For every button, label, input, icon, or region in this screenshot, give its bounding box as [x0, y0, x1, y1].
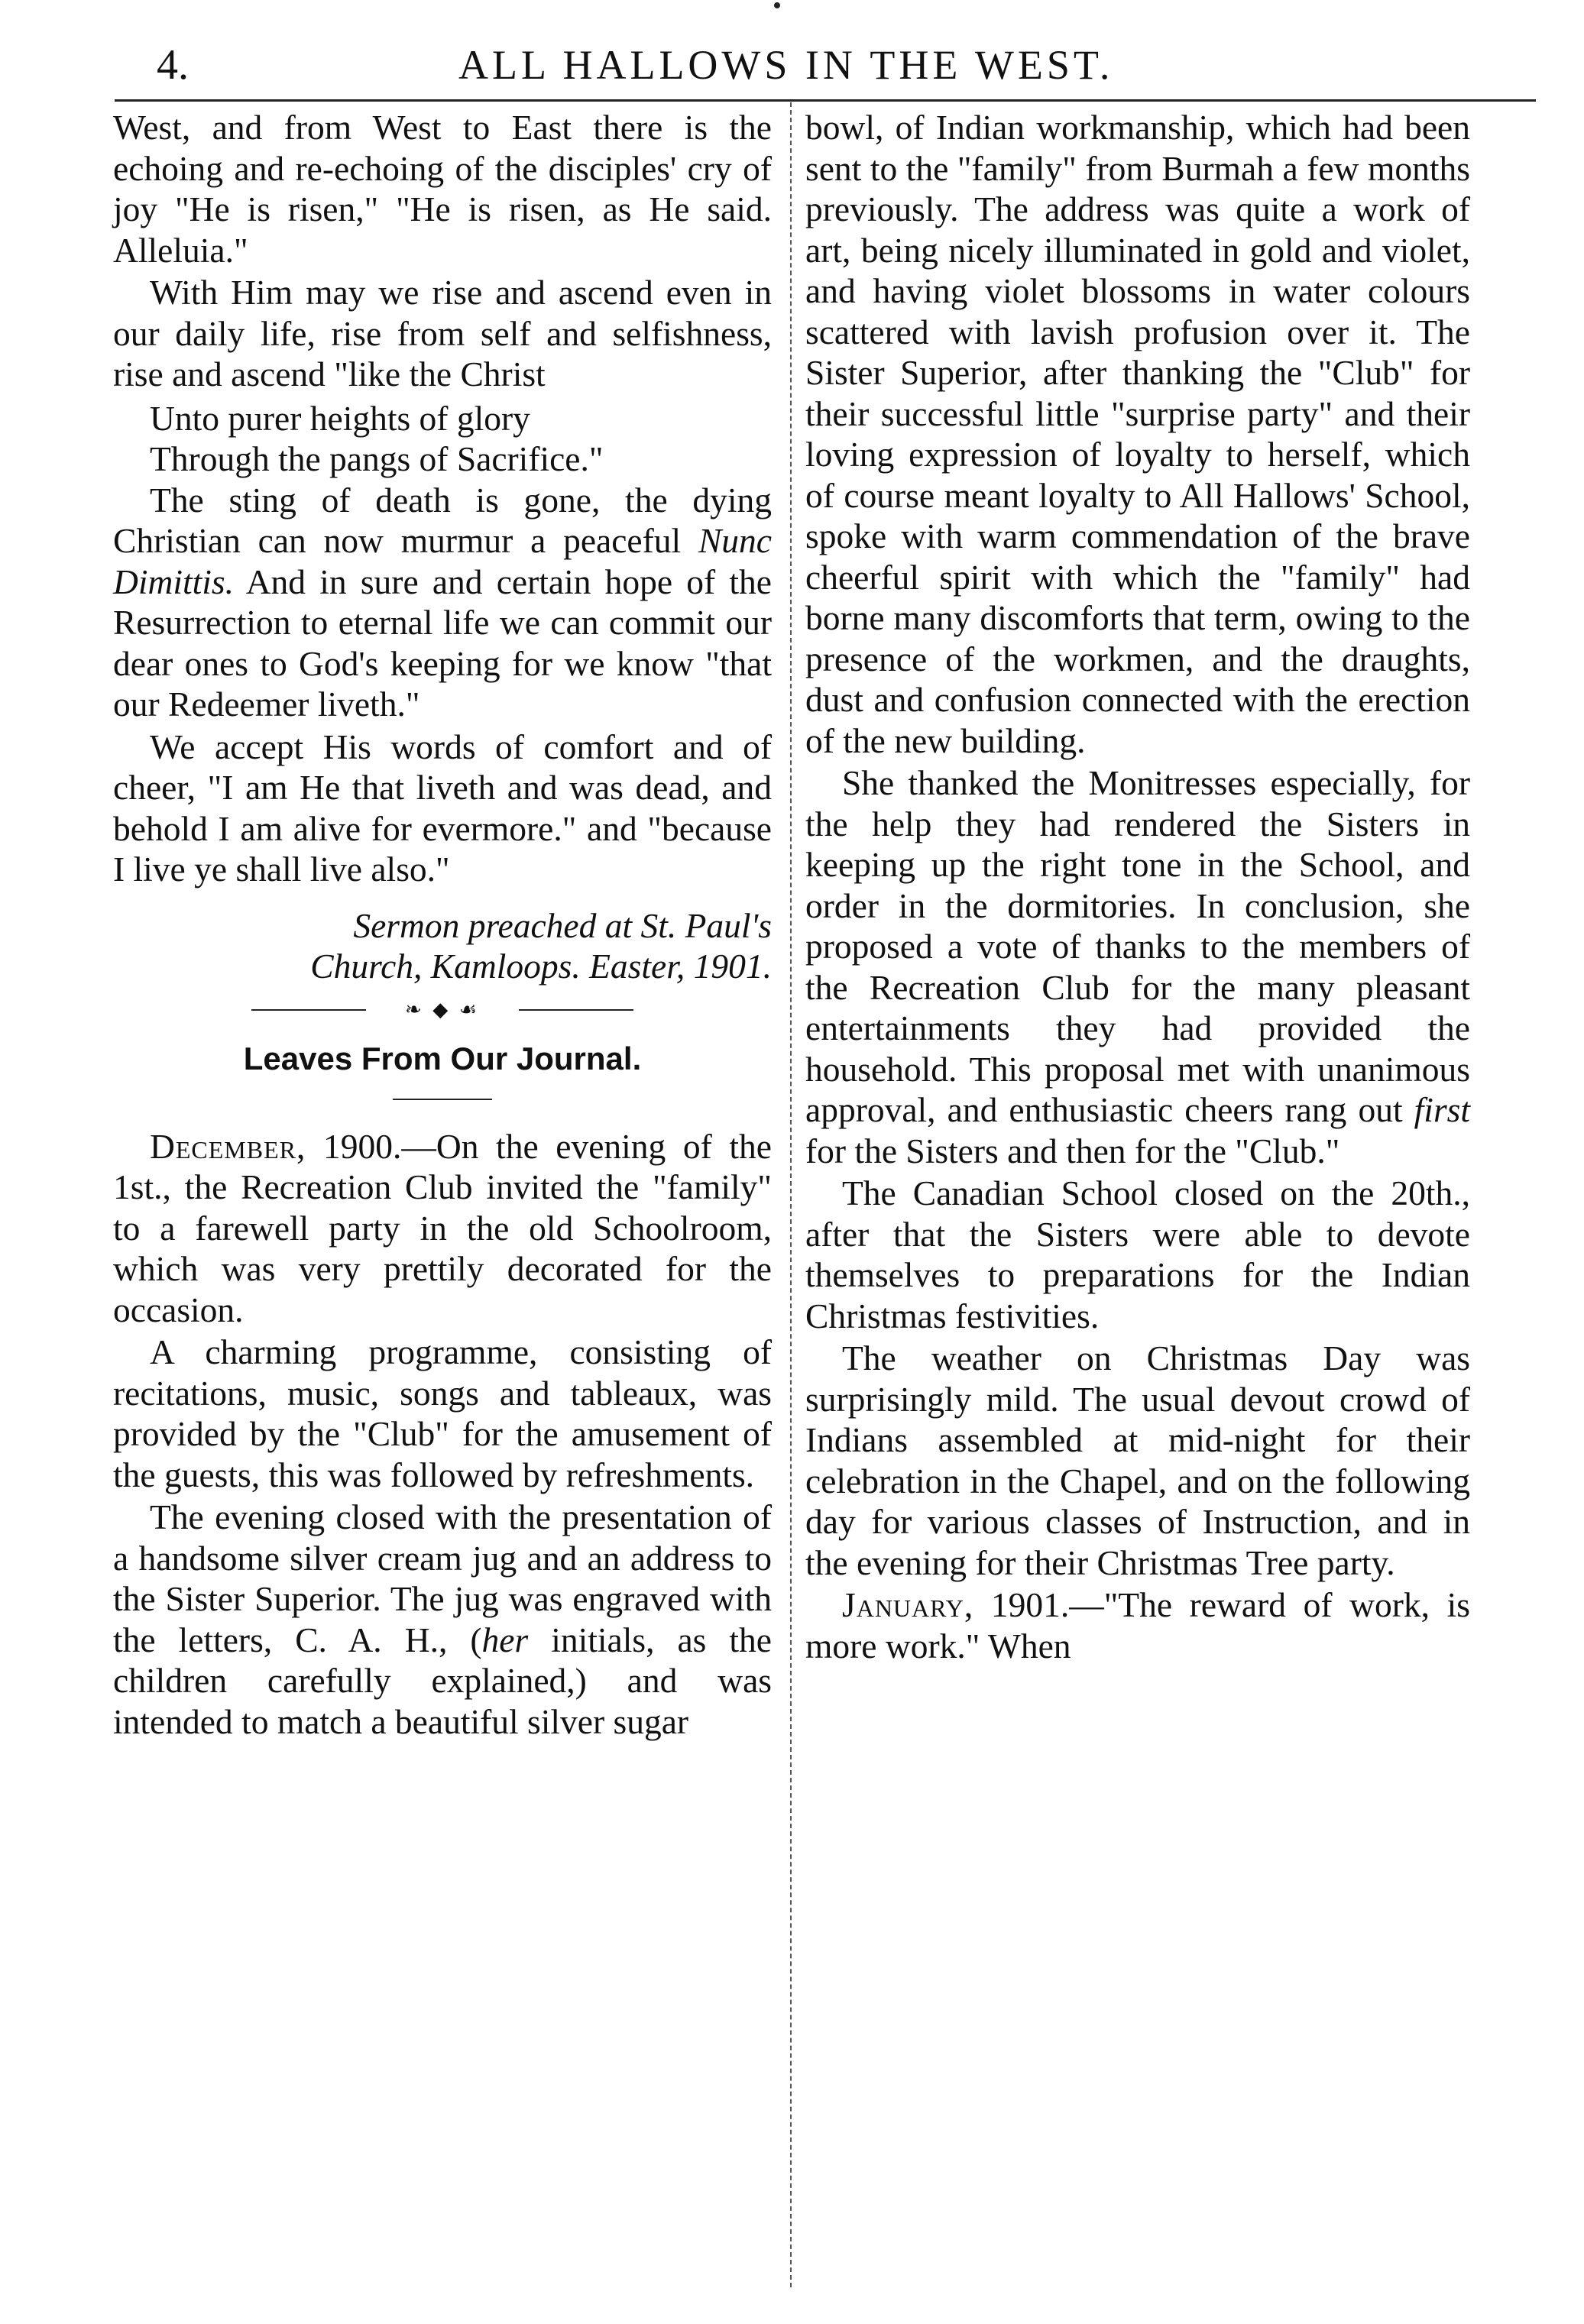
paragraph-text: initials, as the children carefully explained,) and was intended to match a beautiful silver sugar: [113, 1620, 772, 1741]
italic-phrase: first: [1414, 1090, 1470, 1129]
verse-line: Through the pangs of Sacrifice.": [150, 439, 604, 478]
header-rule: [115, 99, 1536, 102]
running-title: ALL HALLOWS IN THE WEST.: [458, 42, 1114, 88]
italic-phrase: her: [481, 1620, 529, 1659]
paragraph: We accept His words of comfort and of cheer, "I am He that liveth and was dead, and behold I am alive for evermore." and "because I live ye shall live also.": [113, 727, 772, 888]
paragraph: [805, 762, 1470, 1171]
attribution-line: Church, Kamloops. Easter, 1901.: [310, 947, 772, 986]
paragraph-text: And in sure and certain hope of the Resurrection to eternal life we can commit our dear ones to God's keeping for we know "that our Redeemer liveth.": [113, 562, 772, 723]
verse-line: Unto purer heights of glory: [150, 398, 530, 438]
paragraph: The Canadian School closed on the 20th., after that the Sisters were able to devote themselves to preparations for the Indian Christmas festivities.: [805, 1173, 1470, 1335]
ornamental-divider: [251, 996, 633, 1024]
verse-quote: [150, 398, 772, 480]
paragraph-text: The sting of death is gone, the dying Christian can now murmur a peaceful: [113, 480, 772, 560]
right-column: [805, 107, 1470, 1666]
paragraph: [113, 1497, 772, 1742]
paragraph-text: 1901.—"The reward of work, is more work." When: [805, 1585, 1470, 1665]
page-header: [115, 38, 1536, 92]
ornament-rule-left: [251, 1009, 366, 1011]
paragraph: West, and from West to East there is the echoing and re-echoing of the disciples' cry of joy "He is risen," "He is risen, as He said. Alleluia.": [113, 108, 772, 270]
paragraph-text: 1900.—On the evening of the 1st., the Recreation Club invited the "family" to a farewell party in the old Schoolroom, which was very prettily decorated for the occasion.: [113, 1126, 772, 1329]
paragraph: A charming programme, consisting of recitations, music, songs and tableaux, was provided by the "Club" for the amusement of the guests, this was followed by refreshments.: [113, 1332, 772, 1494]
italic-phrase: Nunc Dimittis.: [113, 521, 772, 601]
ornament-glyphs: ❧ ◆ ☙: [404, 998, 481, 1021]
paragraph: [805, 1584, 1470, 1666]
paragraph-text: The evening closed with the presentation of a handsome silver cream jug and an address to the Sister Superior. The jug was engraved with the letters, C. A. H., (: [113, 1497, 772, 1659]
paragraph-text: She thanked the Monitresses especially, for the help they had rendered the Sisters in keeping up the right tone in the School, and order in the dormitories. In conclusion, she proposed a vote of thanks to the members of the Recreation Club for the many pleasant entertainments they had provided the household. This proposal met with unanimous approval, and enthusiastic cheers rang out: [805, 763, 1470, 1129]
attribution-line: Sermon preached at St. Paul's: [353, 905, 772, 945]
paragraph: bowl, of Indian workmanship, which had been sent to the "family" from Burmah a few months previously. The address was quite a work of art, being nicely illuminated in gold and violet, and having violet blossoms in water colours scattered with lavish profusion over it. The Sister Superior, after thanking the "Club" for their successful little "surprise party" and their loving expression of loyalty to herself, which of course meant loyalty to All Hallows' School, spoke with warm commendation of the brave cheerful spirit with which the "family" had borne many discomforts that term, owing to the presence of the workmen, and the draughts, dust and confusion connected with the erection of the new building.: [805, 108, 1470, 760]
column-divider: [790, 102, 792, 2287]
sermon-attribution: [113, 905, 772, 987]
paragraph: [113, 480, 772, 725]
paragraph-text: for the Sisters and then for the "Club.": [805, 1131, 1340, 1170]
date-label: January,: [842, 1585, 974, 1624]
paragraph: [113, 1126, 772, 1331]
paragraph: With Him may we rise and ascend even in our daily life, rise from self and selfishness, rise and ascend "like the Christ: [113, 273, 772, 393]
left-column: [113, 107, 772, 1742]
ornament-rule-right: [519, 1009, 633, 1011]
section-heading: Leaves From Our Journal.: [243, 1040, 642, 1076]
paragraph: The weather on Christmas Day was surprisingly mild. The usual devout crowd of Indians assembled at mid-night for their celebration in the Chapel, and on the following day for various classes of Instruction, and in the evening for their Christmas Tree party.: [805, 1338, 1470, 1582]
page-number: 4.: [157, 41, 189, 89]
date-label: December,: [150, 1126, 306, 1166]
printer-dot-mark: [774, 2, 780, 8]
heading-rule: [393, 1099, 492, 1100]
